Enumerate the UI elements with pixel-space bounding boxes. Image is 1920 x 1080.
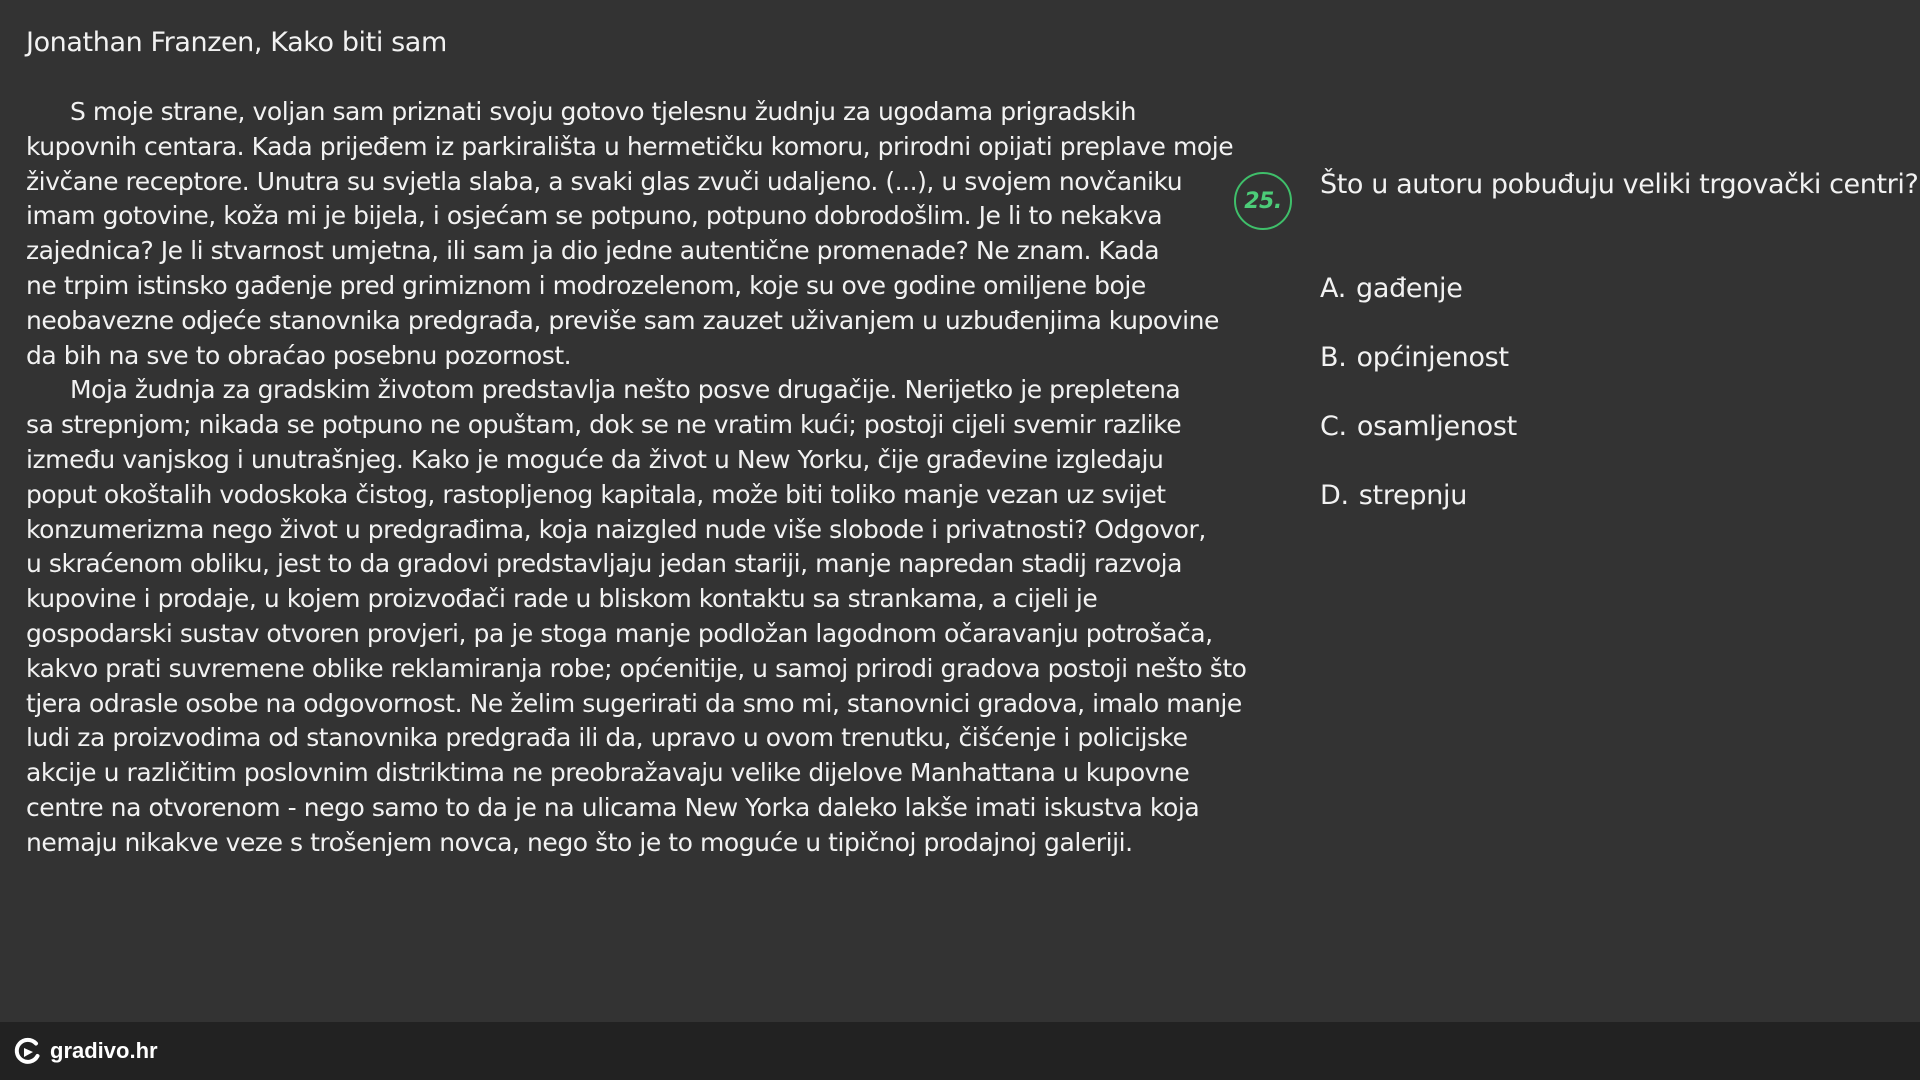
passage-line: ludi za proizvodima od stanovnika predgrađa ili da, upravo u ovom trenutku, čišćenje i policijske [26,723,1188,753]
question-number-badge: 25. [1234,172,1292,230]
answer-option-a [1320,270,1517,339]
answer-list [1320,270,1517,546]
answer-text: gađenje [1355,273,1463,304]
passage-line: nemaju nikakve veze s trošenjem novca, nego što je to moguće u tipičnoj prodajnoj galeriji. [26,827,1133,857]
answer-letter: D. [1320,480,1349,511]
passage-line: gospodarski sustav otvoren provjeri, pa je stoga manje podložan lagodnom očaravanju potrošača, [26,618,1213,648]
source-title: Jonathan Franzen, Kako biti sam [26,27,447,58]
brand-link[interactable] [12,1035,158,1067]
question-text: Što u autoru pobuđuju veliki trgovački centri? [1320,169,1919,200]
answer-letter: A. [1320,273,1346,304]
gradivo-logo-icon [12,1036,42,1066]
passage-line: živčane receptore. Unutra su svjetla slaba, a svaki glas zvuči udaljeno. (...), u svojem novčaniku [26,166,1183,196]
passage-line: kupovine i prodaje, u kojem proizvođači rade u bliskom kontaktu sa strankama, a cijeli je [26,584,1098,614]
passage-line: poput okoštalih vodoskoka čistog, rastopljenog kapitala, može biti toliko manje vezan uz svijet [26,479,1166,509]
passage-line: neobavezne odjeće stanovnika predgrađa, previše sam zauzet uživanjem u uzbuđenjima kupovine [26,305,1219,335]
passage-line: kupovnih centara. Kada prijeđem iz parkirališta u hermetičku komoru, prirodni opijati preplave moje [26,131,1234,161]
answer-letter: B. [1320,342,1347,373]
answer-letter: C. [1320,411,1347,442]
answer-option-d [1320,477,1517,546]
passage-line: da bih na sve to obraćao posebnu pozornost. [26,340,572,370]
passage-line: tjera odrasle osobe na odgovornost. Ne želim sugerirati da smo mi, stanovnici gradova, imalo manje [26,688,1242,718]
passage-line: ne trpim istinsko gađenje pred grimiznom i modrozelenom, koje su ove godine omiljene boje [26,270,1146,300]
answer-option-b [1320,339,1517,408]
footer-bar [0,1022,1920,1080]
answer-text: općinjenost [1356,342,1509,373]
passage-line: u skraćenom obliku, jest to da gradovi predstavljaju jedan stariji, manje napredan stadij razvoja [26,549,1182,579]
answer-option-c [1320,408,1517,477]
passage-line: imam gotovine, koža mi je bijela, i osjećam se potpuno, potpuno dobrodošlim. Je li to nekakva [26,201,1163,231]
brand-name: gradivo.hr [50,1038,158,1063]
passage-line: između vanjskog i unutrašnjeg. Kako je moguće da život u New Yorku, čije građevine izgledaju [26,444,1164,474]
passage-line: akcije u različitim poslovnim distriktima ne preobražavaju velike dijelove Manhattana u kupovne [26,758,1190,788]
answer-text: strepnju [1358,480,1468,511]
passage-line: sa strepnjom; nikada se potpuno ne opuštam, dok se ne vratim kući; postoji cijeli svemir razlike [26,410,1182,440]
passage-text [26,95,1247,861]
passage-line: zajednica? Je li stvarnost umjetna, ili sam ja dio jedne autentične promenade? Ne znam. Kada [26,236,1160,266]
passage-line: Moja žudnja za gradskim životom predstavlja nešto posve drugačije. Nerijetko je prepletena [70,375,1181,405]
passage-line: centre na otvorenom - nego samo to da je na ulicama New Yorka daleko lakše imati iskustva koja [26,792,1200,822]
passage-line: S moje strane, voljan sam priznati svoju gotovo tjelesnu žudnju za ugodama prigradskih [70,97,1137,126]
answer-text: osamljenost [1356,411,1517,442]
passage-line: konzumerizma nego život u predgrađima, koja naizgled nude više slobode i privatnosti? Odgovor, [26,514,1206,544]
passage-line: kakvo prati suvremene oblike reklamiranja robe; općenitije, u samoj prirodi gradova postoji nešto što [26,653,1247,683]
